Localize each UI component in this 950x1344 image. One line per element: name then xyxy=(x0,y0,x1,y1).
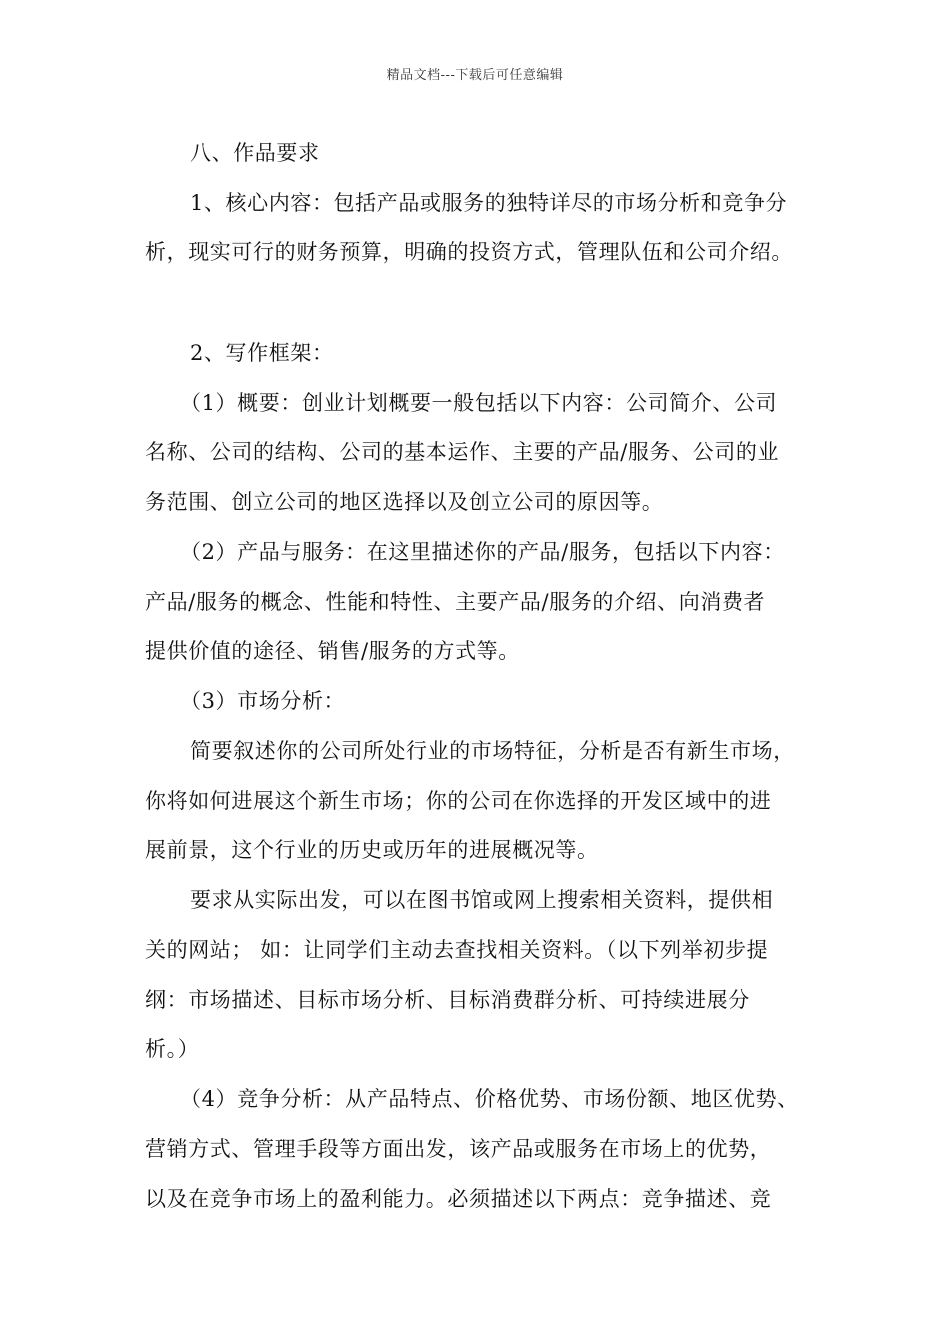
text-line: 简要叙述你的公司所处行业的市场特征，分析是否有新生市场， xyxy=(190,739,795,763)
text-line: 提供价值的途径、销售/服务的方式等。 xyxy=(145,639,520,663)
text-line: 析。） xyxy=(145,1037,200,1061)
section-heading: 八、作品要求 xyxy=(190,141,320,165)
text-line: 营销方式、管理手段等方面出发，该产品或服务在市场上的优势， xyxy=(145,1137,772,1161)
text-line: （1）概要：创业计划概要一般包括以下内容：公司简介、公司 xyxy=(180,391,778,415)
text-line: 纲：市场描述、目标市场分析、目标消费群分析、可持续进展分 xyxy=(145,988,750,1012)
text-line: （4）竞争分析：从产品特点、价格优势、市场份额、地区优势、 xyxy=(180,1087,799,1111)
text-line: 要求从实际出发，可以在图书馆或网上搜索相关资料，提供相 xyxy=(190,888,774,912)
text-line: 关的网站； 如：让同学们主动去查找相关资料。（以下列举初步提 xyxy=(145,938,769,962)
text-line: 展前景，这个行业的历史或历年的进展概况等。 xyxy=(145,838,599,862)
text-line: 产品/服务的概念、性能和特性、主要产品/服务的介绍、向消费者 xyxy=(145,590,766,614)
text-line: （2）产品与服务：在这里描述你的产品/服务，包括以下内容： xyxy=(180,540,785,564)
text-line: 务范围、创立公司的地区选择以及创立公司的原因等。 xyxy=(145,490,664,514)
text-line: 以及在竞争市场上的盈利能力。必须描述以下两点：竞争描述、竞 xyxy=(145,1187,772,1211)
text-line: （3）市场分析： xyxy=(180,689,346,713)
text-line: 名称、公司的结构、公司的基本运作、主要的产品/服务、公司的业 xyxy=(145,440,780,464)
text-line: 1、核心内容：包括产品或服务的独特详尽的市场分析和竞争分 xyxy=(190,191,788,215)
text-line: 你将如何进展这个新生市场；你的公司在你选择的开发区域中的进 xyxy=(145,789,772,813)
text-line: 析，现实可行的财务预算，明确的投资方式，管理队伍和公司介绍。 xyxy=(145,240,793,264)
page-header: 精品文档---下载后可任意编辑 xyxy=(386,68,564,83)
text-line: 2、写作框架： xyxy=(190,341,334,365)
